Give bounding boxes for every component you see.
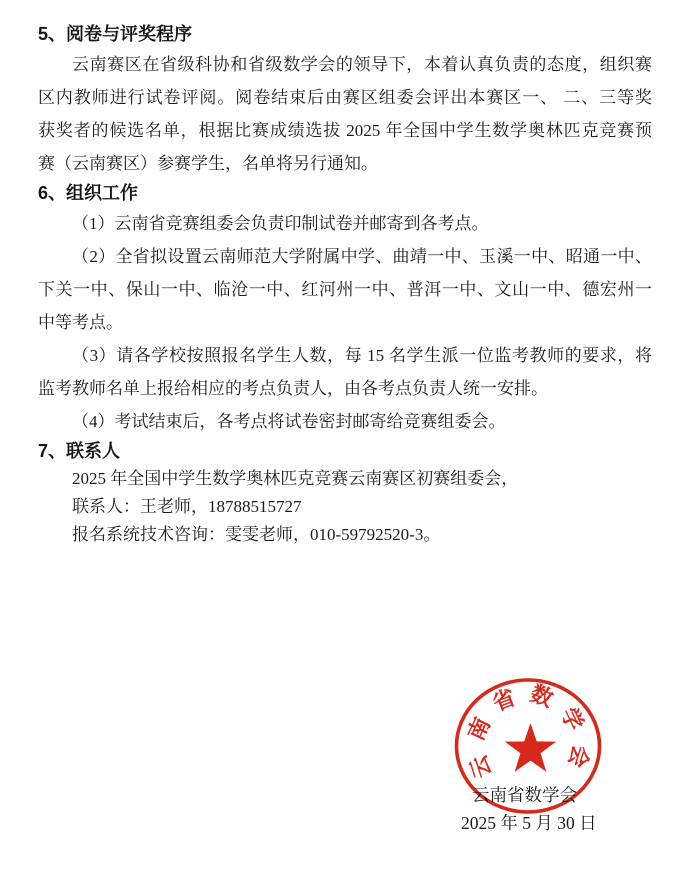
text-line: （4）考试结束后，各考点将试卷密封邮寄给竞赛组委会。 [72,412,506,431]
text-line: 监考教师名单上报给相应的考点负责人，由各考点负责人统一安排。 [38,379,548,398]
contact-tech-line: 报名系统技术咨询：雯雯老师，010-59792520-3。 [72,525,441,544]
section-6-item-4 [38,405,652,438]
text-line: 云南赛区在省级科协和省级数学会的领导下，本着认真负责的态度，组织赛 [72,55,652,74]
text-line: 中等考点。 [38,313,123,332]
seal-star-icon [505,723,556,772]
text-line: （1）云南省竞赛组委会负责印制试卷并邮寄到各考点。 [72,214,489,233]
signature-organization: 云南省数学会 [472,785,577,805]
contact-committee-line: 2025 年全国中学生数学奥林匹克竞赛云南赛区初赛组委会， [72,469,519,488]
signature-date: 2025 年 5 月 30 日 [461,813,597,833]
text-line: 获奖者的候选名单，根据比赛成绩选拔 2025 年全国中学生数学奥林匹克竞赛预 [38,121,652,140]
section-7-heading: 7、联系人 [38,441,121,461]
text-line: 下关一中、保山一中、临沧一中、红河州一中、普洱一中、文山一中、德宏州一 [38,280,652,299]
section-6-item-2 [38,240,652,339]
section-6-item-1 [38,207,652,240]
contact-info [38,465,652,549]
text-line: （3）请各学校按照报名学生人数，每 15 名学生派一位监考教师的要求，将 [72,346,652,365]
section-6-heading: 6、组织工作 [38,183,139,203]
text-line: （2）全省拟设置云南师范大学附属中学、曲靖一中、玉溪一中、昭通一中、 [72,247,652,266]
section-5-heading: 5、阅卷与评奖程序 [38,24,193,44]
section-5-paragraph [38,48,652,180]
contact-person-line: 联系人：王老师，18788515727 [72,497,302,516]
text-line: 赛（云南赛区）参赛学生，名单将另行通知。 [38,154,378,173]
section-6-item-3 [38,339,652,405]
seal-arc-text: 云南省数学会 [462,680,594,782]
text-line: 区内教师进行试卷评阅。阅卷结束后由赛区组委会评出本赛区一、 二、三等奖 [38,88,652,107]
